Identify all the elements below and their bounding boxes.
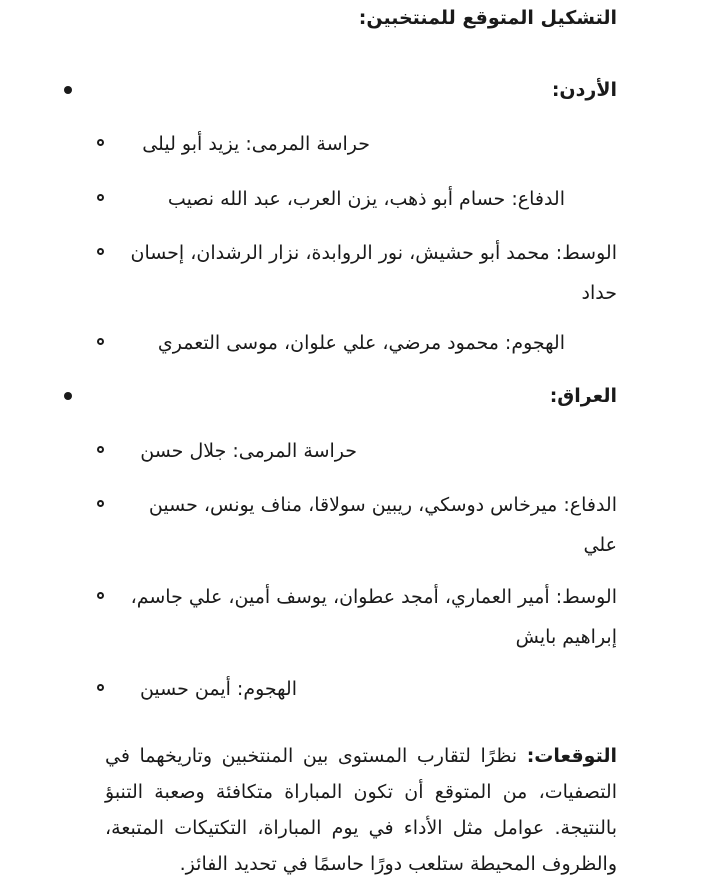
team-name-iraq: العراق: <box>549 385 617 407</box>
predictions-paragraph <box>105 738 617 882</box>
predictions-text: نظرًا لتقارب المستوى بين المنتخبين وتاريخهما في التصفيات، من المتوقع أن تكون المباراة متكافئة وصعبة التنبؤ بالنتيجة. عوامل مثل الأداء في يوم المباراة، التكتيكات المتبعة، والظروف المحيطة ستلعب دورًا حاسمًا في تحديد الفائز. <box>105 745 617 875</box>
page-title: التشكيل المتوقع للمنتخبين: <box>358 7 617 29</box>
bullet-circle <box>97 446 104 453</box>
lineup-item-iraq-goalkeeper: حراسة المرمى: جلال حسن <box>140 440 357 462</box>
bullet-circle <box>97 592 104 599</box>
bullet-disc <box>64 86 72 94</box>
lineup-item-jordan-midfield: الوسط: محمد أبو حشيش، نور الروابدة، نزار الرشدان، إحسان حداد <box>130 242 617 304</box>
lineup-item-jordan-attack: الهجوم: محمود مرضي، علي علوان، موسى التعمري <box>157 332 565 354</box>
team-name-jordan: الأردن: <box>551 79 617 101</box>
lineup-item-iraq-midfield: الوسط: أمير العماري، أمجد عطوان، يوسف أمين، علي جاسم، إبراهيم بايش <box>130 586 617 648</box>
lineup-item-iraq-attack: الهجوم: أيمن حسين <box>139 678 297 700</box>
bullet-disc <box>64 392 72 400</box>
bullet-circle <box>97 338 104 345</box>
bullet-circle <box>97 248 104 255</box>
bullet-circle <box>97 500 104 507</box>
bullet-circle <box>97 139 104 146</box>
lineup-item-jordan-goalkeeper: حراسة المرمى: يزيد أبو ليلى <box>142 133 370 155</box>
lineup-item-jordan-defense: الدفاع: حسام أبو ذهب، يزن العرب، عبد الله نصيب <box>167 188 565 210</box>
bullet-circle <box>97 194 104 201</box>
bullet-circle <box>97 684 104 691</box>
predictions-label: التوقعات: <box>526 745 617 767</box>
lineup-item-iraq-defense: الدفاع: ميرخاس دوسكي، ريبين سولاقا، مناف يونس، حسين علي <box>148 494 617 556</box>
